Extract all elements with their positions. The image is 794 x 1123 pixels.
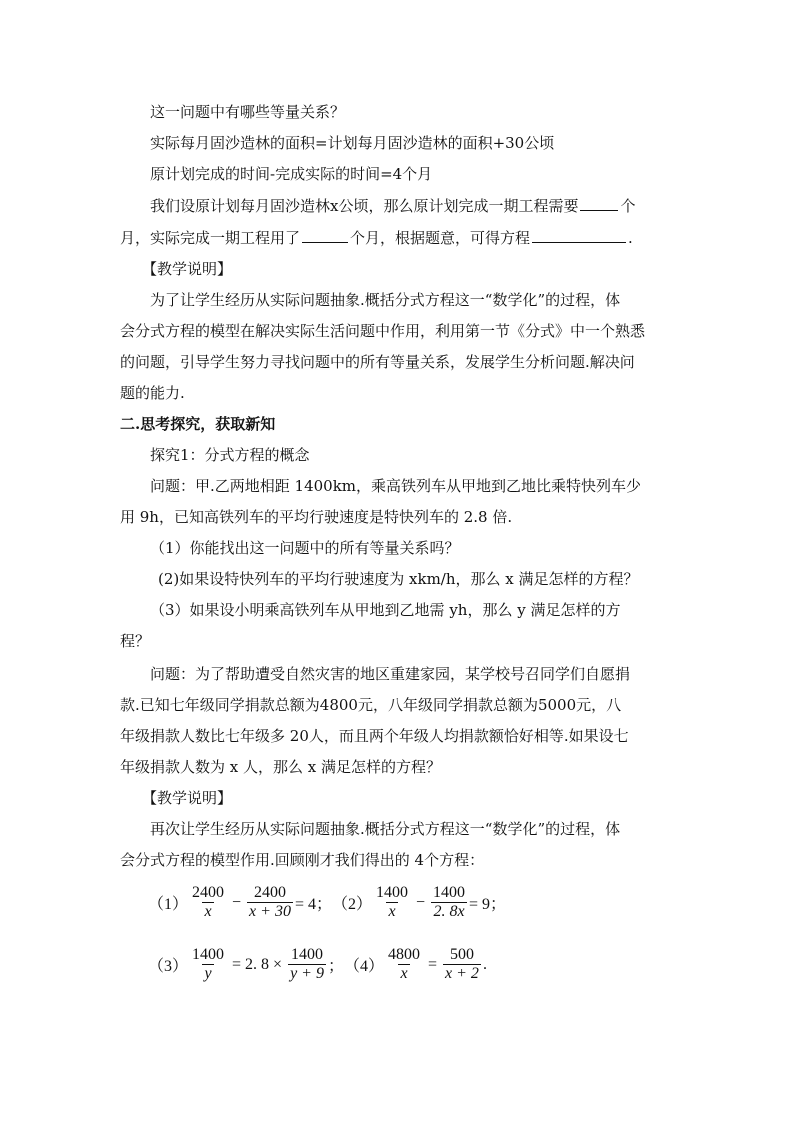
equation-2-label: （2）: [331, 896, 372, 913]
answer-blank-1[interactable]: [580, 196, 618, 211]
answer-blank-3[interactable]: [532, 228, 626, 243]
teaching-note-1-line-3: 的问题，引导学生努力寻找问题中的所有等量关系，发展学生分析问题.解决问: [120, 353, 635, 371]
problem-2-line-2: 款.已知七年级同学捐款总额为4800元，八年级同学捐款总额为5000元，八: [120, 696, 622, 714]
equation-4-label: （4）: [343, 958, 384, 975]
explore-title: 探究1：分式方程的概念: [150, 446, 310, 464]
equation-2-operator: −: [416, 893, 426, 911]
equation-2-fraction-b: $\frac{1400}{2. 8x}$: [433, 884, 466, 920]
setup-text-b-end: .: [628, 229, 633, 247]
equation-3-middle: = 2. 8 ×: [232, 955, 283, 973]
setup-text-a-end: 个: [620, 197, 636, 215]
equation-3-fraction-a: $\frac{1400}{y}$: [192, 946, 225, 982]
problem-2-line-4: 年级捐款人数为 x 人，那么 x 满足怎样的方程？: [120, 758, 441, 776]
teaching-note-1-line-4: 题的能力.: [120, 384, 185, 402]
equations-row-1: [148, 884, 506, 921]
problem-2-line-1: 问题：为了帮助遭受自然灾害的地区重建家园，某学校号召同学们自愿捐: [150, 665, 631, 683]
question-1: （1）你能找出这一问题中的所有等量关系吗？: [150, 539, 460, 557]
section-heading: 二.思考探究，获取新知: [120, 415, 276, 433]
equation-4-equals: =: [428, 955, 438, 973]
equation-2-fraction-a: $\frac{1400}{x}$: [376, 884, 408, 920]
equation-4-fraction-a: $\frac{4800}{x}$: [388, 946, 420, 982]
question-3-line-2: 程？: [120, 632, 151, 650]
equation-1-operator: −: [232, 893, 242, 911]
equation-4-fraction-b: $\frac{500}{x + 2}$: [445, 946, 479, 982]
setup-line-1: [150, 196, 680, 216]
equation-3-fraction-b: $\frac{1400}{y + 9}$: [290, 946, 324, 982]
teaching-note-1-line-2: 会分式方程的模型在解决实际生活问题中作用，利用第一节《分式》中一个熟悉: [120, 322, 646, 340]
equation-1-label: （1）: [148, 896, 189, 913]
question-3-line-1: （3）如果设小明乘高铁列车从甲地到乙地需 yh，那么 y 满足怎样的方: [150, 601, 621, 619]
equation-1-rhs: = 4；: [294, 896, 332, 913]
equation-3-separator: ；: [327, 958, 344, 975]
setup-text-b2: 个月，根据题意，可得方程: [350, 229, 531, 247]
problem-1-line-2: 用 9h，已知高铁列车的平均行驶速度是特快列车的 2.8 倍.: [120, 508, 513, 526]
equation-1-fraction-a: $\frac{2400}{x}$: [192, 884, 225, 920]
teaching-note-1-line-1: 为了让学生经历从实际问题抽象.概括分式方程这一“数学化”的过程，体: [150, 291, 621, 309]
problem-2-line-3: 年级捐款人数比七年级多 20人，而且两个年级人均捐款额恰好相等.如果设七: [120, 727, 629, 745]
teaching-note-2-line-2: 会分式方程的模型作用.回顾刚才我们得出的 4个方程：: [120, 851, 485, 869]
teaching-note-title-1: 【教学说明】: [142, 260, 233, 278]
equation-3-label: （3）: [148, 958, 189, 975]
relation-1: 实际每月固沙造林的面积=计划每月固沙造林的面积+30公顷: [150, 134, 555, 152]
setup-text-a: 我们设原计划每月固沙造林x公顷，那么原计划完成一期工程需要: [150, 197, 579, 215]
problem-1-line-1: 问题：甲.乙两地相距 1400km，乘高铁列车从甲地到乙地比乘特快列车少: [150, 477, 642, 495]
equation-4-end: .: [482, 955, 487, 973]
equation-1-fraction-b: $\frac{2400}{x + 30}$: [249, 884, 291, 920]
teaching-note-title-2: 【教学说明】: [142, 789, 233, 807]
answer-blank-2[interactable]: [302, 228, 348, 243]
equations-row-2: [148, 946, 487, 983]
question-equal-relations: 这一问题中有哪些等量关系？: [150, 103, 346, 121]
question-2: (2)如果设特快列车的平均行驶速度为 xkm/h，那么 x 满足怎样的方程？: [158, 570, 639, 588]
relation-2: 原计划完成的时间-完成实际的时间=4个月: [150, 165, 433, 183]
setup-text-b1: 月，实际完成一期工程用了: [120, 229, 301, 247]
equation-2-rhs: = 9；: [469, 896, 507, 913]
teaching-note-2-line-1: 再次让学生经历从实际问题抽象.概括分式方程这一“数学化”的过程，体: [150, 820, 621, 838]
setup-line-2: [120, 228, 680, 248]
